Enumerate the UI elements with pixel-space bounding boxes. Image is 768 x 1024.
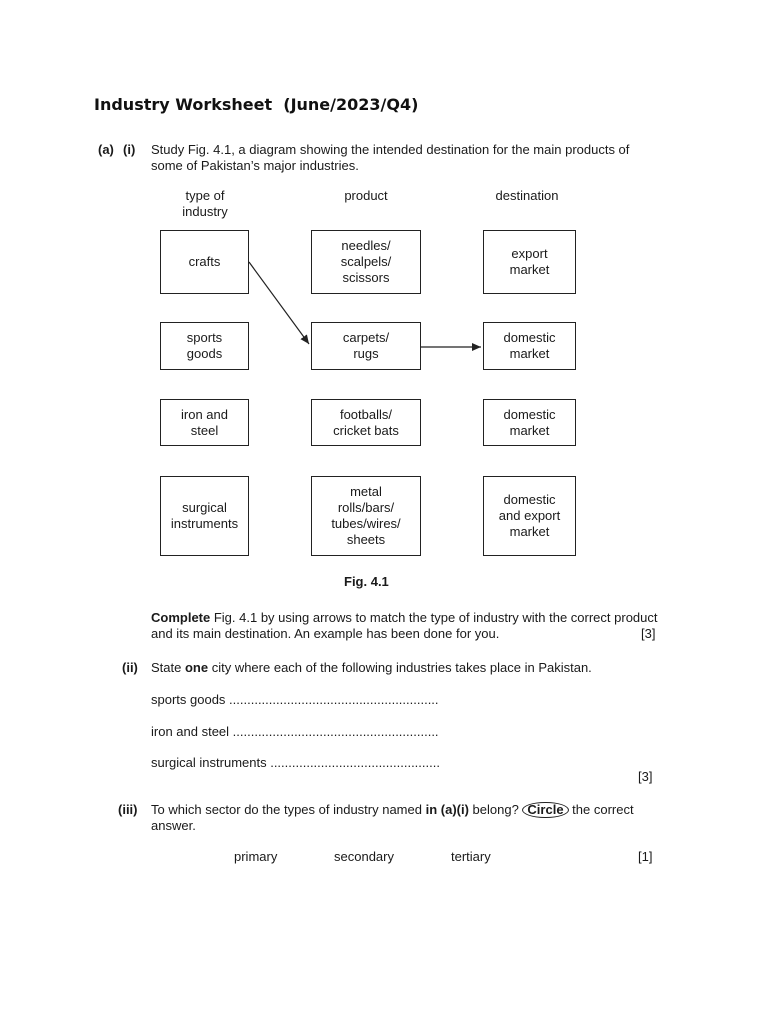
part-iii-bold-in: in (a)(i) [425,802,469,817]
part-ii-prompt [151,660,592,676]
part-ii-bold-word: one [184,660,209,675]
part-iii-prompt [151,802,634,818]
part-ii-text-after: city where each of the following industries takes place in Pakistan. [208,660,592,675]
destination-box-domestic-2: domestic market [483,399,576,446]
header-product: product [344,188,388,203]
option-primary[interactable]: primary [234,849,278,864]
answer-line-surgical-instruments[interactable]: surgical instruments ............................................... [151,755,440,770]
product-box-footballs: footballs/ cricket bats [311,399,421,446]
marks-a-ii: [3] [638,769,653,784]
industry-box-sports-goods: sports goods [160,322,249,370]
part-iii-text-before: To which sector do the types of industry named [151,802,426,817]
product-box-metal: metal rolls/bars/ tubes/wires/ sheets [311,476,421,556]
option-tertiary[interactable]: tertiary [451,849,491,864]
figure-caption: Fig. 4.1 [344,574,389,589]
destination-box-export: export market [483,230,576,294]
intro-line-1: Study Fig. 4.1, a diagram showing the intended destination for the main products of [151,142,630,157]
instruction-line-1-text: Fig. 4.1 by using arrows to match the type of industry with the correct product [210,610,658,625]
worksheet-title: Industry Worksheet (June/2023/Q4) [94,95,419,114]
answer-line-iron-steel[interactable]: iron and steel ......................................................... [151,724,439,739]
industry-box-iron-steel: iron and steel [160,399,249,446]
industry-box-surgical-instruments: surgical instruments [160,476,249,556]
industry-box-crafts: crafts [160,230,249,294]
circle-instruction-word: Circle [522,802,568,818]
part-iii-line-2: answer. [151,818,196,833]
part-ii-text-before: State [151,660,185,675]
arrow-crafts-to-carpets [249,262,309,344]
instruction-line-2: and its main destination. An example has been done for you. [151,626,500,641]
part-iii-text-mid: belong? [468,802,523,817]
instruction-bold-word: Complete [151,610,211,625]
product-box-needles: needles/ scalpels/ scissors [311,230,421,294]
destination-box-domestic-1: domestic market [483,322,576,370]
question-label-a: (a) [98,142,114,157]
question-label-i: (i) [123,142,136,157]
part-iii-text-after: the correct [568,802,634,817]
answer-line-sports-goods[interactable]: sports goods .......................................................... [151,692,439,707]
intro-line-2: some of Pakistan’s major industries. [151,158,359,173]
marks-a-i: [3] [641,626,656,641]
header-destination: destination [495,188,559,203]
marks-a-iii: [1] [638,849,653,864]
destination-box-domestic-export: domestic and export market [483,476,576,556]
header-type-of-industry: type of industry [182,188,228,219]
instruction-line-1 [151,610,658,626]
question-label-ii: (ii) [122,660,138,675]
option-secondary[interactable]: secondary [334,849,394,864]
product-box-carpets: carpets/ rugs [311,322,421,370]
question-label-iii: (iii) [118,802,138,817]
